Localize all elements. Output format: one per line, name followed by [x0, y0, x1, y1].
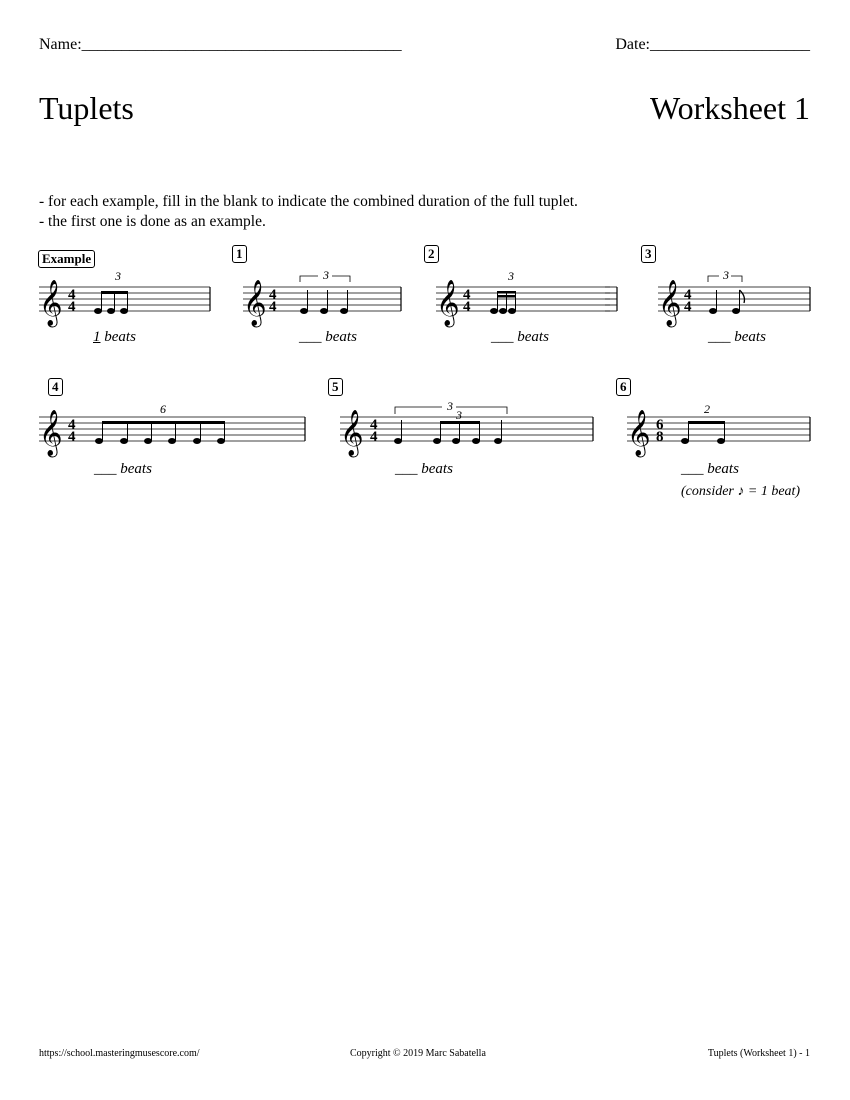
instruction-2: - the first one is done as an example.	[39, 213, 266, 230]
svg-text:4: 4	[370, 429, 378, 445]
answer-blank[interactable]: ___	[94, 461, 117, 477]
svg-text:4: 4	[684, 299, 692, 315]
instruction-1: - for each example, fill in the blank to indicate the combined duration of the full tuplet.	[39, 193, 578, 210]
beats-label: beats	[321, 329, 357, 345]
svg-text:𝄞: 𝄞	[627, 410, 651, 456]
page-title: Tuplets	[39, 90, 134, 126]
svg-text:3: 3	[323, 268, 329, 282]
svg-text:4: 4	[463, 299, 471, 315]
answer-value: 1	[93, 329, 101, 345]
answer-blank[interactable]: ___	[708, 329, 731, 345]
answer-blank[interactable]: ___	[299, 329, 322, 345]
beats-label: beats	[730, 329, 766, 345]
beats-label: beats	[417, 461, 453, 477]
svg-text:𝄞: 𝄞	[39, 410, 63, 456]
svg-text:4: 4	[68, 417, 76, 433]
name-field[interactable]: Name:________________________________________	[39, 36, 402, 53]
exercise-label-1: 1	[232, 245, 247, 263]
svg-text:3: 3	[508, 269, 514, 283]
beats-label: beats	[703, 461, 739, 477]
answer-6[interactable]	[681, 461, 739, 478]
beats-label: beats	[116, 461, 152, 477]
svg-text:4: 4	[684, 287, 692, 303]
svg-text:𝄞: 𝄞	[340, 410, 364, 456]
answer-blank[interactable]: ___	[395, 461, 418, 477]
beats-label: beats	[513, 329, 549, 345]
beats-label: beats	[100, 329, 136, 345]
svg-text:4: 4	[68, 299, 76, 315]
answer-example	[93, 329, 136, 346]
svg-text:4: 4	[269, 299, 277, 315]
answer-1[interactable]	[299, 329, 357, 346]
svg-text:4: 4	[370, 417, 378, 433]
svg-text:6: 6	[656, 417, 664, 433]
svg-text:𝄞: 𝄞	[243, 280, 267, 326]
svg-text:2: 2	[704, 402, 710, 416]
exercise-label-3: 3	[641, 245, 656, 263]
staff-row-2	[0, 400, 850, 520]
svg-text:3: 3	[723, 268, 729, 282]
eighth-note-hint: (consider ♪ = 1 beat)	[681, 484, 801, 499]
svg-text:3: 3	[447, 399, 453, 413]
svg-text:𝄞: 𝄞	[658, 280, 682, 326]
exercise-label-5: 5	[328, 378, 343, 396]
svg-text:3: 3	[456, 408, 462, 422]
svg-text:4: 4	[68, 429, 76, 445]
answer-blank[interactable]: ___	[491, 329, 514, 345]
exercise-label-6: 6	[616, 378, 631, 396]
footer-url: https://school.masteringmusescore.com/	[39, 1048, 200, 1059]
answer-4[interactable]	[94, 461, 152, 478]
answer-5[interactable]	[395, 461, 453, 478]
svg-text:8: 8	[656, 429, 664, 445]
exercise-label-2: 2	[424, 245, 439, 263]
answer-2[interactable]	[491, 329, 549, 346]
svg-text:𝄞: 𝄞	[436, 280, 460, 326]
answer-blank[interactable]: ___	[681, 461, 704, 477]
answer-3[interactable]	[708, 329, 766, 346]
treble-clef-icon: 𝄞	[39, 280, 63, 326]
svg-text:4: 4	[68, 287, 76, 303]
exercise-label-4: 4	[48, 378, 63, 396]
svg-text:6: 6	[160, 402, 166, 416]
footer-copyright: Copyright © 2019 Marc Sabatella	[350, 1048, 486, 1059]
svg-text:4: 4	[463, 287, 471, 303]
example-label: Example	[38, 250, 95, 268]
worksheet-label: Worksheet 1	[649, 90, 810, 126]
date-field[interactable]: Date:____________________	[615, 36, 810, 53]
footer-page-label: Tuplets (Worksheet 1) - 1	[707, 1048, 810, 1059]
svg-text:3: 3	[115, 269, 121, 283]
svg-text:4: 4	[269, 287, 277, 303]
